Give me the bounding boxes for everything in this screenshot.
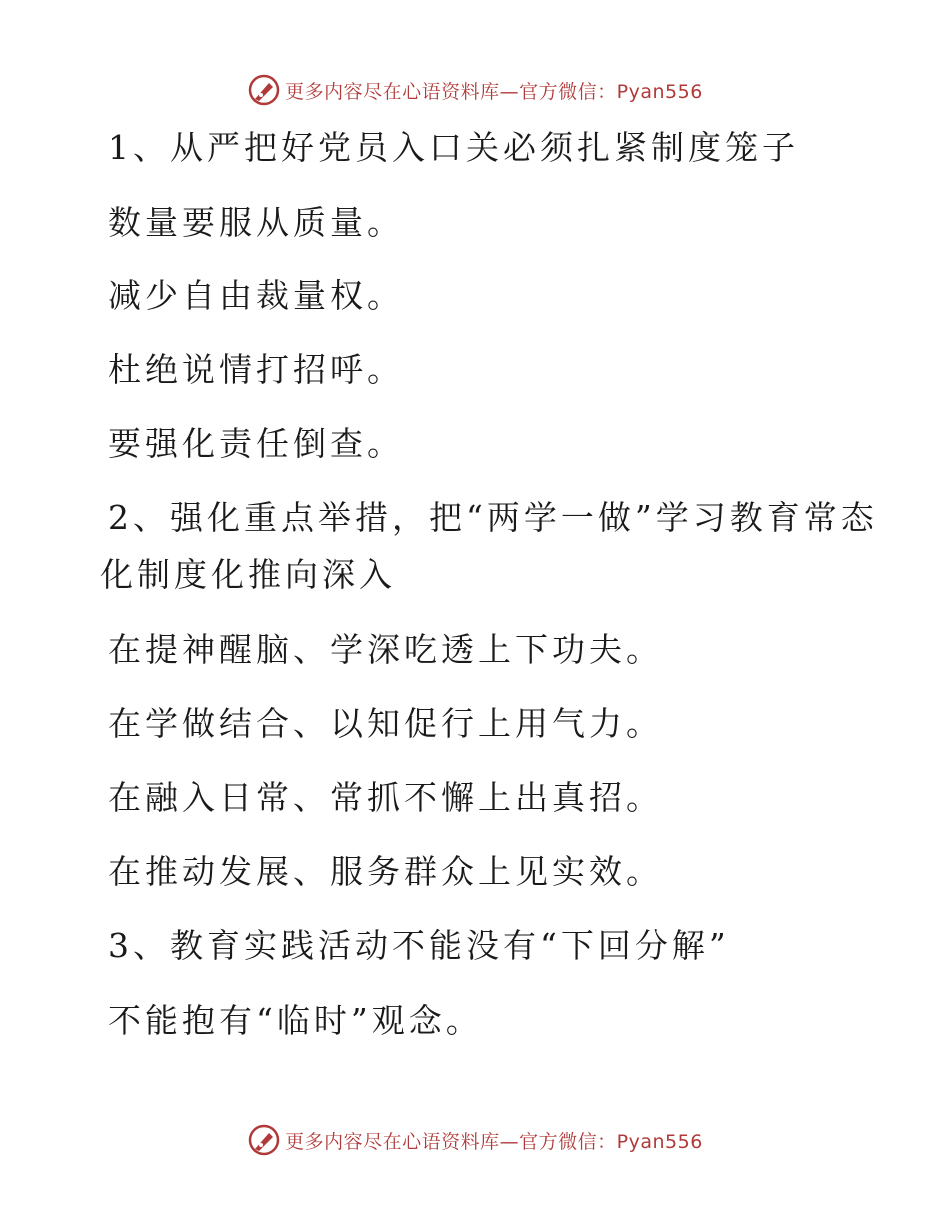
paragraph-line: 要强化责任倒查。 bbox=[108, 424, 404, 463]
heading-2-continuation: 化制度化推向深入 bbox=[100, 555, 396, 594]
paragraph-line: 杜绝说情打招呼。 bbox=[108, 350, 404, 389]
paragraph-line: 不能抱有“临时”观念。 bbox=[108, 1001, 483, 1040]
paragraph-line: 在融入日常、常抓不懈上出真招。 bbox=[108, 778, 663, 817]
heading-2: 2、强化重点举措，把“两学一做”学习教育常态 bbox=[108, 498, 878, 537]
paragraph-line: 减少自由裁量权。 bbox=[108, 276, 404, 315]
heading-3: 3、教育实践活动不能没有“下回分解” bbox=[108, 926, 730, 965]
paragraph-line: 在推动发展、服务群众上见实效。 bbox=[108, 852, 663, 891]
footer-banner bbox=[0, 1120, 950, 1160]
paragraph-line: 在提神醒脑、学深吃透上下功夫。 bbox=[108, 630, 663, 669]
paragraph-line: 数量要服从质量。 bbox=[108, 203, 404, 242]
heading-1: 1、从严把好党员入口关必须扎紧制度笼子 bbox=[108, 128, 799, 167]
paragraph-line: 在学做结合、以知促行上用气力。 bbox=[108, 704, 663, 743]
banner-text: 更多内容尽在心语资料库—官方微信：Pyan556 bbox=[285, 80, 703, 103]
pen-nib-logo-icon bbox=[247, 1123, 281, 1157]
banner-text: 更多内容尽在心语资料库—官方微信：Pyan556 bbox=[285, 1130, 703, 1153]
